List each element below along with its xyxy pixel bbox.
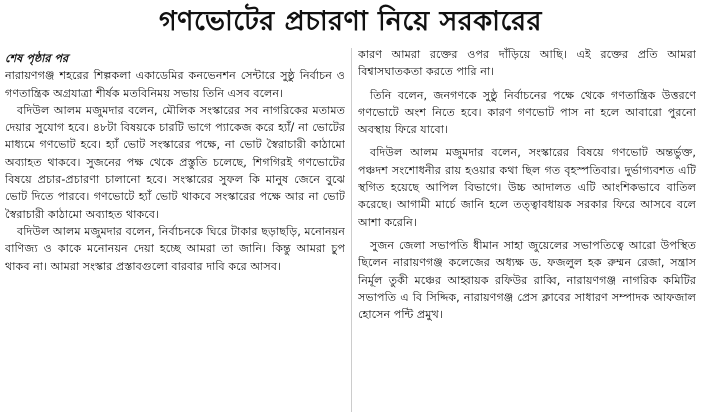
paragraph: তিনি বলেন, জনগণকে সুষ্ঠু নির্বাচনের পক্ষে থেকে গণতান্ত্রিক উত্তরণে গণভোটে অংশ নিতে হবে। কারণ গণভোট পাস না হলে আবারো পুরনো অবস্থায় ফিরে যাবো। [358, 88, 696, 137]
paragraph: বদিউল আলম মজুমদার বলেন, সংস্কারের বিষয়ে গণভোট অন্তর্ভুক্ত, পঞ্চদশ সংশোধনীর রায় হওয়ার কথা ছিল গত বৃহস্পতিবার। দুর্ভাগ্যবশত এটি স্থগিত হয়েছে আপিল বিভাগে। উচ্চ আদালত এটি আংশিকভাবে বাতিল করেছে। আগামী মার্চে জানি হলে তত্ত্বাবধায়ক সরকার ফিরে আসবে বলে আশা করেনি। [358, 146, 696, 229]
article-headline: গণভোটের প্রচারণা নিয়ে সরকারের [158, 6, 543, 37]
right-column [358, 46, 696, 412]
left-column [5, 50, 345, 412]
paragraph: কারণ আমরা রক্তের ওপর দাঁড়িয়ে আছি। এই রক্তের প্রতি আমরা বিশ্বাসঘাতকতা করতে পারি না। [358, 48, 696, 79]
paragraph: বদিউল আলম মজুমদার বলেন, নির্বাচনকে ঘিরে টাকার ছড়াছড়ি, মনোনয়ন বাণিজ্য ও কাকে মনোনয়ন দেয়া হচ্ছে আমরা তা জানি। কিন্তু আমরা চুপ থাকব না। আমরা সংস্কার প্রস্তাবগুলো বারবার দাবি করে আসব। [5, 224, 345, 273]
paragraph: সুজন জেলা সভাপতি ধীমান সাহা জুয়েলের সভাপতিত্বে আরো উপস্থিত ছিলেন নারায়ণগঞ্জ কলেজের অধ্যক্ষ ড. ফজলুল হক রুম্মন রেজা, সন্ত্রাস নির্মূল তুকী মঞ্চের আহ্বায়ক রফিউর রাব্বি, নারায়ণগঞ্জ নাগরিক কমিটির সভাপতি এ বি সিদ্দিক, নারায়ণগঞ্জ প্রেস ক্লাবের সাধারণ সম্পাদক আফজাল হোসেন পন্টি প্রমুখ। [358, 238, 696, 322]
column-divider [351, 48, 352, 412]
continued-from-label: শেষ পৃষ্ঠার পর [5, 52, 69, 65]
paragraph: নারায়ণগঞ্জ শহরের শিল্পকলা একাডেমির কনভেনশন সেন্টারে সুষ্ঠু নির্বাচন ও গণতান্ত্রিক অগ্রযাত্রা শীর্ষক মতবিনিময় সভায় তিনি এসব বলেন। [5, 69, 345, 100]
paragraph: বদিউল আলম মজুমদার বলেন, মৌলিক সংস্কারের সব নাগরিকের মতামত দেয়ার সুযোগ হবে। ৪৮টা বিষয়কে চারটি ভাগে প্যাকেজ করে হ্যাঁ/ না ভোটের মাধ্যমে গণভোট হবে। হ্যাঁ ভোট সংস্কারের পক্ষে, না ভোট স্বৈরাচারী কাঠামো অব্যাহত থাকবে। সুজনের পক্ষ থেকে প্রস্তুতি চলেছে, শিগগিরই গণভোটের বিষয়ে প্রচার-প্রচারণা চালানো হবে। সংস্কারের সুফল কি মানুষ জেনে বুঝে ভোট দিতে পারবে। গণভোটে হ্যাঁ ভোট থাকবে সংস্কারের পক্ষে আর না ভোট স্বৈরাচারী কাঠামো অব্যাহত থাকবে। [5, 103, 345, 221]
